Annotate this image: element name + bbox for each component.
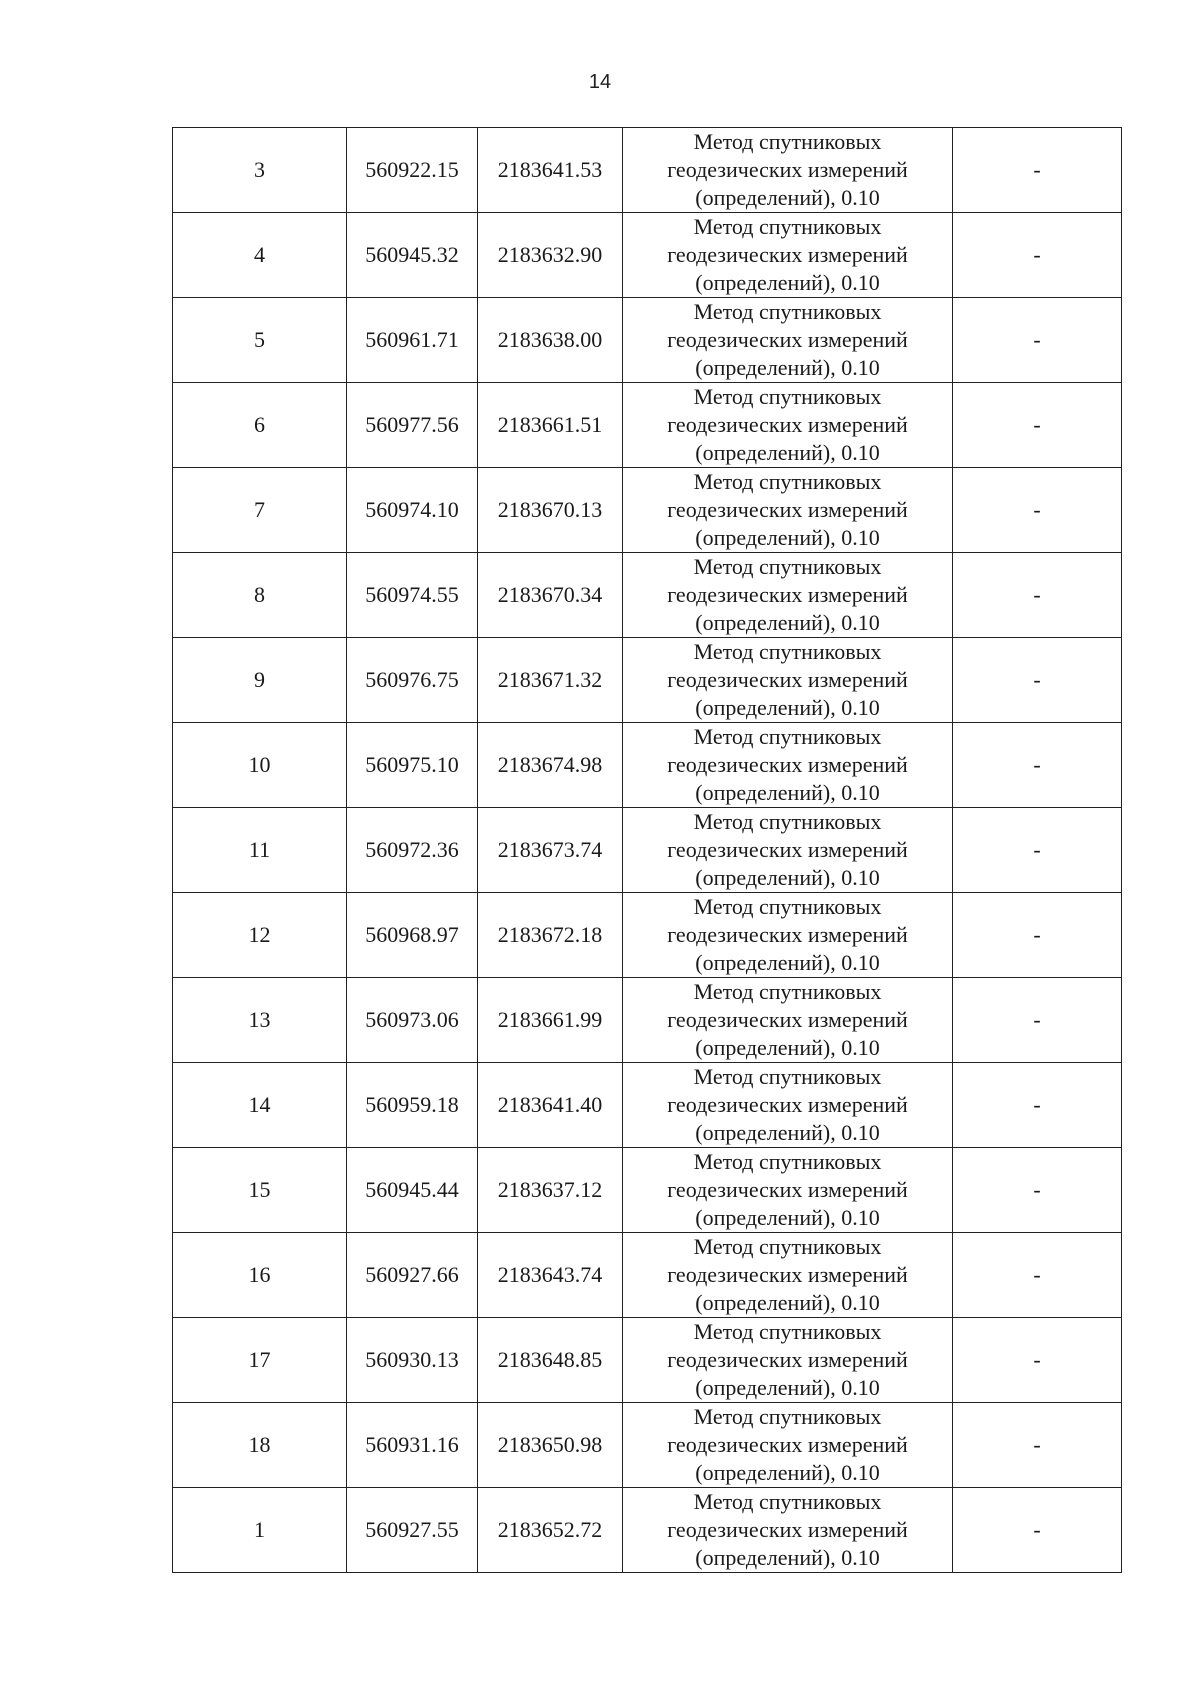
y-coordinate-cell [478, 1233, 623, 1318]
description-cell-text: - [1033, 837, 1041, 862]
point-number-cell [173, 468, 347, 553]
description-cell [953, 383, 1122, 468]
description-cell-text: - [1033, 412, 1041, 437]
description-cell [953, 1233, 1122, 1318]
x-coordinate-cell [347, 128, 478, 213]
description-cell [953, 1148, 1122, 1233]
method-cell-text: Метод спутниковых геодезических измерений (определений), 0.10 [667, 724, 908, 805]
table-row [173, 978, 1122, 1063]
point-number-cell [173, 1403, 347, 1488]
x-coordinate-cell [347, 1488, 478, 1573]
point-number-cell [173, 1148, 347, 1233]
method-cell-text: Метод спутниковых геодезических измерений (определений), 0.10 [667, 809, 908, 890]
method-cell-text: Метод спутниковых геодезических измерений (определений), 0.10 [667, 1234, 908, 1315]
method-cell-text: Метод спутниковых геодезических измерений (определений), 0.10 [667, 894, 908, 975]
method-cell-text: Метод спутниковых геодезических измерений (определений), 0.10 [667, 1489, 908, 1570]
x-coordinate-cell-text: 560968.97 [365, 922, 459, 947]
description-cell-text: - [1033, 157, 1041, 182]
point-number-cell-text: 18 [248, 1432, 271, 1457]
method-cell [623, 213, 953, 298]
x-coordinate-cell [347, 893, 478, 978]
description-cell [953, 1063, 1122, 1148]
point-number-cell [173, 978, 347, 1063]
description-cell-text: - [1033, 242, 1041, 267]
description-cell-text: - [1033, 1432, 1041, 1457]
x-coordinate-cell-text: 560961.71 [365, 327, 459, 352]
y-coordinate-cell [478, 1488, 623, 1573]
y-coordinate-cell-text: 2183674.98 [497, 752, 603, 777]
y-coordinate-cell-text: 2183637.12 [497, 1177, 603, 1202]
y-coordinate-cell [478, 723, 623, 808]
y-coordinate-cell-text: 2183672.18 [497, 922, 603, 947]
method-cell-text: Метод спутниковых геодезических измерений (определений), 0.10 [667, 214, 908, 295]
y-coordinate-cell [478, 978, 623, 1063]
y-coordinate-cell-text: 2183641.40 [497, 1092, 603, 1117]
method-cell-text: Метод спутниковых геодезических измерений (определений), 0.10 [667, 1319, 908, 1400]
point-number-cell-text: 13 [248, 1007, 271, 1032]
x-coordinate-cell [347, 638, 478, 723]
x-coordinate-cell-text: 560927.66 [365, 1262, 459, 1287]
method-cell-text: Метод спутниковых геодезических измерений (определений), 0.10 [667, 554, 908, 635]
y-coordinate-cell-text: 2183661.99 [497, 1007, 603, 1032]
y-coordinate-cell-text: 2183643.74 [497, 1262, 603, 1287]
point-number-cell-text: 9 [254, 667, 265, 692]
description-cell [953, 1403, 1122, 1488]
method-cell [623, 383, 953, 468]
point-number-cell [173, 213, 347, 298]
description-cell [953, 1488, 1122, 1573]
point-number-cell [173, 553, 347, 638]
point-number-cell-text: 8 [254, 582, 265, 607]
y-coordinate-cell [478, 298, 623, 383]
description-cell [953, 978, 1122, 1063]
x-coordinate-cell [347, 1063, 478, 1148]
table-row [173, 213, 1122, 298]
coordinates-table-body [173, 128, 1122, 1573]
y-coordinate-cell-text: 2183661.51 [497, 412, 603, 437]
description-cell-text: - [1033, 1517, 1041, 1542]
table-row [173, 1488, 1122, 1573]
table-row [173, 468, 1122, 553]
method-cell [623, 893, 953, 978]
point-number-cell [173, 298, 347, 383]
point-number-cell [173, 1318, 347, 1403]
method-cell [623, 1148, 953, 1233]
table-row [173, 298, 1122, 383]
method-cell-text: Метод спутниковых геодезических измерений (определений), 0.10 [667, 384, 908, 465]
x-coordinate-cell [347, 723, 478, 808]
description-cell [953, 298, 1122, 383]
y-coordinate-cell-text: 2183671.32 [497, 667, 603, 692]
x-coordinate-cell-text: 560927.55 [365, 1517, 459, 1542]
y-coordinate-cell-text: 2183670.13 [497, 497, 603, 522]
y-coordinate-cell [478, 1403, 623, 1488]
point-number-cell-text: 10 [248, 752, 271, 777]
table-row [173, 723, 1122, 808]
point-number-cell-text: 7 [254, 497, 265, 522]
table-row [173, 553, 1122, 638]
y-coordinate-cell [478, 553, 623, 638]
point-number-cell [173, 723, 347, 808]
description-cell-text: - [1033, 1347, 1041, 1372]
y-coordinate-cell [478, 213, 623, 298]
description-cell [953, 638, 1122, 723]
method-cell [623, 1063, 953, 1148]
y-coordinate-cell [478, 383, 623, 468]
description-cell-text: - [1033, 497, 1041, 522]
method-cell [623, 638, 953, 723]
x-coordinate-cell [347, 298, 478, 383]
method-cell [623, 468, 953, 553]
point-number-cell-text: 14 [248, 1092, 271, 1117]
description-cell [953, 213, 1122, 298]
point-number-cell [173, 1488, 347, 1573]
description-cell [953, 1318, 1122, 1403]
method-cell [623, 1233, 953, 1318]
y-coordinate-cell [478, 893, 623, 978]
y-coordinate-cell-text: 2183652.72 [497, 1517, 603, 1542]
y-coordinate-cell-text: 2183632.90 [497, 242, 603, 267]
description-cell-text: - [1033, 1092, 1041, 1117]
method-cell [623, 1403, 953, 1488]
y-coordinate-cell [478, 808, 623, 893]
y-coordinate-cell-text: 2183670.34 [497, 582, 603, 607]
description-cell [953, 553, 1122, 638]
point-number-cell-text: 17 [248, 1347, 271, 1372]
x-coordinate-cell [347, 1318, 478, 1403]
table-row [173, 1403, 1122, 1488]
method-cell-text: Метод спутниковых геодезических измерений (определений), 0.10 [667, 639, 908, 720]
method-cell-text: Метод спутниковых геодезических измерений (определений), 0.10 [667, 469, 908, 550]
description-cell-text: - [1033, 752, 1041, 777]
point-number-cell-text: 12 [248, 922, 271, 947]
x-coordinate-cell-text: 560972.36 [365, 837, 459, 862]
table-row [173, 638, 1122, 723]
x-coordinate-cell-text: 560930.13 [365, 1347, 459, 1372]
table-row [173, 1063, 1122, 1148]
point-number-cell [173, 128, 347, 213]
x-coordinate-cell-text: 560976.75 [365, 667, 459, 692]
x-coordinate-cell-text: 560922.15 [365, 157, 459, 182]
point-number-cell-text: 5 [254, 327, 265, 352]
table-row [173, 1148, 1122, 1233]
point-number-cell [173, 1063, 347, 1148]
method-cell [623, 723, 953, 808]
x-coordinate-cell-text: 560977.56 [365, 412, 459, 437]
y-coordinate-cell-text: 2183648.85 [497, 1347, 603, 1372]
method-cell [623, 298, 953, 383]
y-coordinate-cell [478, 1318, 623, 1403]
y-coordinate-cell-text: 2183673.74 [497, 837, 603, 862]
table-row [173, 128, 1122, 213]
point-number-cell [173, 1233, 347, 1318]
description-cell-text: - [1033, 1007, 1041, 1032]
point-number-cell-text: 6 [254, 412, 265, 437]
description-cell [953, 468, 1122, 553]
description-cell-text: - [1033, 922, 1041, 947]
x-coordinate-cell [347, 383, 478, 468]
method-cell-text: Метод спутниковых геодезических измерений (определений), 0.10 [667, 1149, 908, 1230]
x-coordinate-cell [347, 213, 478, 298]
x-coordinate-cell [347, 1233, 478, 1318]
point-number-cell [173, 383, 347, 468]
point-number-cell [173, 638, 347, 723]
y-coordinate-cell-text: 2183650.98 [497, 1432, 603, 1457]
point-number-cell-text: 3 [254, 157, 265, 182]
table-row [173, 808, 1122, 893]
description-cell-text: - [1033, 582, 1041, 607]
x-coordinate-cell [347, 1403, 478, 1488]
description-cell-text: - [1033, 667, 1041, 692]
y-coordinate-cell [478, 128, 623, 213]
y-coordinate-cell [478, 638, 623, 723]
method-cell-text: Метод спутниковых геодезических измерений (определений), 0.10 [667, 129, 908, 210]
point-number-cell-text: 4 [254, 242, 265, 267]
y-coordinate-cell [478, 1148, 623, 1233]
x-coordinate-cell-text: 560974.10 [365, 497, 459, 522]
method-cell-text: Метод спутниковых геодезических измерений (определений), 0.10 [667, 1064, 908, 1145]
x-coordinate-cell-text: 560975.10 [365, 752, 459, 777]
description-cell-text: - [1033, 327, 1041, 352]
x-coordinate-cell-text: 560931.16 [365, 1432, 459, 1457]
description-cell [953, 808, 1122, 893]
point-number-cell [173, 808, 347, 893]
point-number-cell-text: 16 [248, 1262, 271, 1287]
x-coordinate-cell [347, 553, 478, 638]
point-number-cell-text: 11 [248, 837, 271, 862]
x-coordinate-cell-text: 560959.18 [365, 1092, 459, 1117]
page-number: 14 [588, 71, 612, 93]
description-cell [953, 893, 1122, 978]
x-coordinate-cell-text: 560945.32 [365, 242, 459, 267]
x-coordinate-cell [347, 978, 478, 1063]
method-cell [623, 808, 953, 893]
table-row [173, 893, 1122, 978]
method-cell [623, 978, 953, 1063]
method-cell [623, 1488, 953, 1573]
x-coordinate-cell-text: 560945.44 [365, 1177, 459, 1202]
description-cell [953, 723, 1122, 808]
method-cell [623, 553, 953, 638]
point-number-cell-text: 15 [248, 1177, 271, 1202]
y-coordinate-cell-text: 2183641.53 [497, 157, 603, 182]
x-coordinate-cell [347, 808, 478, 893]
description-cell-text: - [1033, 1177, 1041, 1202]
method-cell [623, 128, 953, 213]
description-cell [953, 128, 1122, 213]
method-cell-text: Метод спутниковых геодезических измерений (определений), 0.10 [667, 979, 908, 1060]
y-coordinate-cell [478, 468, 623, 553]
table-row [173, 1318, 1122, 1403]
point-number-cell-text: 1 [254, 1517, 265, 1542]
table-row [173, 383, 1122, 468]
x-coordinate-cell-text: 560974.55 [365, 582, 459, 607]
coordinates-table [172, 127, 1122, 1573]
x-coordinate-cell [347, 468, 478, 553]
method-cell-text: Метод спутниковых геодезических измерений (определений), 0.10 [667, 1404, 908, 1485]
x-coordinate-cell-text: 560973.06 [365, 1007, 459, 1032]
point-number-cell [173, 893, 347, 978]
table-row [173, 1233, 1122, 1318]
method-cell [623, 1318, 953, 1403]
description-cell-text: - [1033, 1262, 1041, 1287]
y-coordinate-cell [478, 1063, 623, 1148]
x-coordinate-cell [347, 1148, 478, 1233]
y-coordinate-cell-text: 2183638.00 [497, 327, 603, 352]
method-cell-text: Метод спутниковых геодезических измерений (определений), 0.10 [667, 299, 908, 380]
